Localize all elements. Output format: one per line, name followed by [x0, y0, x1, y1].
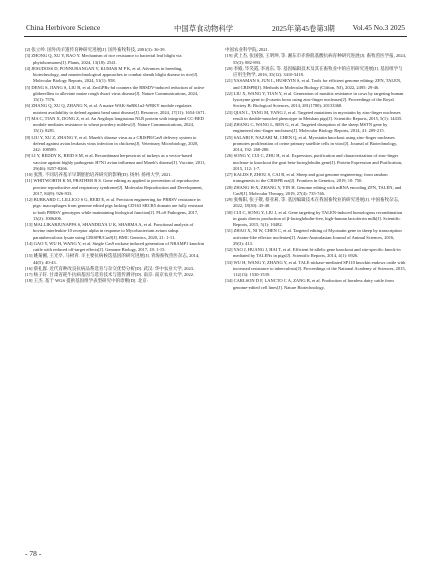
- reference-item: [11] WHITWORTH K M, PRATHER R S. Gene editing as applied to prevention of reproductive porcine reproductive and respiratory syndrome[J]. Molecular Reproduction and Development, 2017, 84(9): 926-933.: [25, 178, 203, 196]
- page-number: - 78 -: [25, 549, 42, 558]
- reference-item: [30] CUI C, SONG Y, LIU J, et al. Gene targeting by TALEN-induced homologous recombination in goats directs production of β-lactoglobulin-free, high-human lactoferrin milk[J]. Scientific Reports, 2015, 5(1): 10482.: [225, 209, 403, 227]
- reference-item: [8] LIU Y, XU Z, ZHANG Y, et al. Marek's disease virus as a CRISPR/Cas9 delivery system to defend against avian leukosis virus infection in chickens[J]. Veterinary Microbiology, 2020, 242: 108589.: [25, 134, 199, 152]
- reference-item: [3] ZHONG Q, XU Y, RAO Y. Mechanism of rice resistance to bacterial leaf blight via phytohormones[J]. Plants, 2024, 13(18): 2541.: [25, 53, 182, 65]
- reference-item: [4] JESUDOSS D, PONNURANGAN V, KUMAR M P K, et al. Advances in breeding, biotechnology, and nanotechnological approaches to combat sheath blight disease in rice[J]. Molecular Biology Reports, 2024, 51(1): 958.: [25, 65, 199, 84]
- reference-item: [5] DENG S, JIANG S, LIU B, et al. ZmGPRs-hd counters the RBSDV-induced reduction of active gibberellins to alleviate maize rough dwarf virus disease[J]. Nature Communications, 2024, 15(1): 7576.: [25, 84, 205, 102]
- reference-item: [13] MALLIKARJUNAPPA S, SHANDILYA U K, SHARMA A, et al. Functional analysis of bovine interleukin-10 receptor alpha in response to Mycobacterium avium subsp. paratuberculosis lysate using CRISPR/Cas9[J]. BMC Genetics, 2020, 21: 1-11.: [25, 222, 194, 240]
- reference-item: [28] ZHANG H-X, ZHANG Y, YIN H. Genome editing with mRNA encoding ZFN, TALEN, and Cas9[J]. Molecular Therapy, 2019, 27(4): 735-746.: [225, 184, 402, 196]
- reference-item: [16] 蔡礼群. 近代育种改良抗病品系选育与杂交优势分析[D]. 武汉: 华中农业大学, 2023.: [25, 265, 195, 271]
- reference-item: [23] QIAN L, TANG M, YANG J, et al. Targeted mutations in myostatin by zinc-finger nucleases result in double-muscled phenotype in Meishan pigs[J]. Scientific Reports, 2015, 5(1): 14435.: [225, 109, 403, 121]
- reference-item: [12] BURKARD C, LILLICO S G, REID E, et al. Precision engineering for PRRSV resistance in pigs: macrophages from genome edited pigs lacking CD163 SRCR5 domain are fully resistant to both PRRSV genotypes while maintaining biological function[J]. PLoS Pathogens, 2017, 13(2): 1006206.: [25, 197, 203, 221]
- reference-item: [20] 李殿, 毕笑霞, 李再东, 等. 基因编辑技术及其在畜牧业中的应用研究进展[J]. 基因组学与应用生物学, 2016, 35(12): 3410-3418.: [225, 65, 403, 77]
- volume-en: Vol.45 No.3 2025: [352, 23, 405, 32]
- reference-item: [26] SONG Y, CUI C, ZHU H, et al. Expression, purification and characterization of zinc-finger nuclease to knockout the goat beta-lactoglobulin gene[J]. Protein Expression and Purification, 2015, 112: 1-7.: [225, 153, 403, 171]
- reference-item: [6] ZHANG Q, XU Q, ZHANG N, et al. A maize WAK-SnRK1α2-WRKY module regulates nutrient availability to defend against head smut disease[J]. Resource, 2024, 17(11): 1654-1671.: [25, 103, 206, 115]
- reference-item: [15] 姚菊圃, 王光亭, 马树青. 羊主要抗病候选基因的研究进展[J]. 青海畜牧兽医杂志, 2014, 44(5): 40-43.: [25, 253, 200, 265]
- reference-item: [21] YASAMAN S, JUN L, HUSEYIN S, et al. Tools for efficient genome editing: ZFN, TALEN, and CRISPR[J]. Methods in Molecular Biology (Clifton, NJ), 2022, 2495: 29-46.: [225, 78, 402, 90]
- reference-item: [19] 武上杰, 张国强, 王明坤, 等. 湘东市赤鲁肌基酸抗病育种研究进展[J]. 畜牧兽医学报, 2024, 55(3): 882-893.: [225, 53, 406, 65]
- reference-item: [22] LIU X, WANG Y, TIAN Y, et al. Generation of mastitis resistance in cows by targeting human lysozyme gene to β-casein locus using zinc-finger nucleases[J]. Proceedings of the Royal Society B: Biological Sciences, 2014, 281(1780): 20133368.: [225, 90, 404, 109]
- reference-item: [34] CARLSON D F, LANCTO C A, ZANG B, et al. Production of hornless dairy cattle from genome-edited cell lines[J]. Nature Biotechnology,: [225, 278, 394, 290]
- reference-item: [9] LI Y, REDDY K, REID S M, et al. Recombinant herpesvirus of turkeys as a vector-based vaccine against highly pathogenic H7N1 avian influenza and Marek's disease[J]. Vaccine, 2011, 29(46): 8257-8266.: [25, 153, 206, 171]
- reference-item: [27] KALDS P, ZHOU S, CAI B, et al. Sheep and goat genome engineering: from random transgenesis to the CRISPR era[J]. Frontiers in Genetics, 2019, 10: 750.: [225, 172, 388, 184]
- reference-item: [29] 张梅阳, 张子敬, 蔡亚莉, 等. 基因编辑技术在我国畜牧业的研究进展[J]. 中国畜牧杂志, 2022, 18(30): 45-48.: [225, 197, 400, 209]
- reference-item: [32] YAO J, HUANG J, HAI T, et al. Efficient bi-allelic gene knockout and site-specific knock-in mediated by TALENs in pigs[J]. Scientific Reports, 2014, 4(1): 6926.: [225, 247, 401, 259]
- reference-item: [33] WU H, WANG Y, ZHANG Y, et al. TALE nickase-mediated SP110 knockin endows cattle with increased resistance to tuberculosis[J]. Proceedings of the National Academy of Sciences, 2015, 112(13): 1530-1539.: [225, 259, 406, 277]
- references-right-column: [225, 47, 406, 291]
- reference-item: [2] 张立岭. 国外肉羊遗传育种研究进展[J]. 国外畜牧科技, 2001(3): 36-39.: [25, 47, 166, 52]
- running-header: [24, 20, 407, 37]
- reference-item: [7] MA C, TIAN X, DONG Z, et al. An Aegilops longissima NLR protein with integrated CC-BED module mediates resistance to wheat powdery mildew[J]. Nature Communications, 2024, 15(1): 8281.: [25, 115, 204, 134]
- references-left-column: [25, 47, 206, 285]
- reference-item: [31] ZHAO X, NI W, CHEN C, et al. Targeted editing of Myostatin gene in sheep by transcription activator-like effector nucleases[J]. Asian-Australasian Journal of Animal Sciences, 2016, 29(3): 413.: [225, 228, 402, 246]
- reference-item: 中国农业科学院, 2021.: [225, 47, 269, 52]
- reference-item: [25] SALABI F, NAZARI M, CHEN Q, et al. Myostatin knockout using zinc-finger nucleases promotes proliferation of ovine primary satellite cells in vitro[J]. Journal of Biotechnology, 2014, 192: 268-280.: [225, 134, 398, 152]
- reference-item: [17] 杨子轩. 甘肃省耗牛抗病基因与选育技术与遗传测评[D]. 南京: 南京农业大学, 2022.: [25, 272, 195, 277]
- journal-name-cn: 中国草食动物科学: [174, 24, 234, 33]
- reference-item: [14] GAO Y, WU H, WANG Y, et al. Single Cas9 nickase induced generation of NRAMP1 knockin cattle with reduced off-target effects[J]. Genome Biology, 2017, 18: 1-15.: [25, 240, 205, 252]
- reference-item: [18] 王杰. 基于 WGS 提供基因组学表型研究中的诊断[D]. 北京:: [25, 278, 148, 284]
- journal-name-en: China Herbivore Science: [26, 23, 101, 32]
- issue-cn: 2025年第45卷第3期: [272, 24, 335, 33]
- reference-item: [10] 张凯. 不同培养基羊早期胚胎培养研究的影响[D]. 扬州: 扬州大学, 2021.: [25, 172, 172, 177]
- reference-item: [24] ZHANG C, WANG L, REN G, et al. Targeted disruption of the sheep MSTN gene by engineered zinc-finger nucleases[J]. Molecular Biology Reports, 2014, 41: 209-215.: [225, 122, 388, 134]
